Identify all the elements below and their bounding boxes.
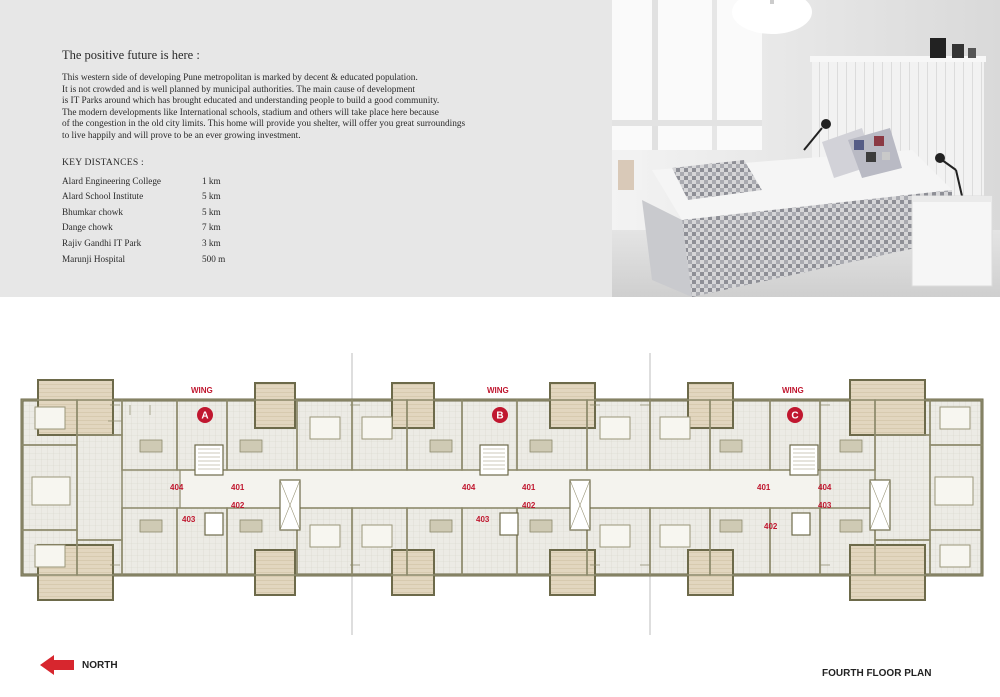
- unit-number: 402: [231, 501, 245, 510]
- intro-line: of the congestion in the old city limits. This home will provide you shelter, will offer you great surroundings: [62, 119, 466, 130]
- distance-place: Alard School Institute: [62, 191, 144, 202]
- distance-place: Alard Engineering College: [62, 175, 161, 186]
- distance-value: 500 m: [202, 253, 226, 264]
- distance-value: 5 km: [202, 206, 221, 217]
- bedroom-photo: [612, 0, 1000, 297]
- intro-line: This western side of developing Pune metropolitan is marked by decent & educated population.: [62, 73, 418, 83]
- distance-row: [62, 252, 602, 268]
- distance-place: Dange chowk: [62, 222, 113, 233]
- intro-heading: The positive future is here :: [62, 48, 200, 62]
- key-distances-title: KEY DISTANCES :: [62, 156, 144, 168]
- wing-label: WING: [782, 386, 804, 395]
- intro-line: It is not crowded and is well planned by municipal authorities. The main cause of development: [62, 84, 416, 95]
- distance-value: 5 km: [202, 191, 221, 202]
- distance-row: [62, 236, 602, 252]
- unit-number: 404: [818, 483, 832, 492]
- unit-number: 401: [522, 483, 536, 492]
- distance-value: 1 km: [202, 175, 221, 186]
- floor-plan-title: FOURTH FLOOR PLAN: [822, 668, 932, 679]
- distance-place: Marunji Hospital: [62, 253, 126, 264]
- distance-row: [62, 189, 602, 205]
- distance-row: [62, 220, 602, 236]
- intro-line: to live happily and will prove to be an ever growing investment.: [62, 130, 301, 141]
- unit-number: 402: [522, 501, 536, 510]
- intro-line: is IT Parks around which has brought educated and understanding people to build a good community.: [62, 96, 440, 107]
- distance-row: [62, 174, 602, 190]
- intro-line: The modern developments like International schools, stadium and others will take place here because: [62, 107, 439, 118]
- floor-plan: [0, 345, 1000, 635]
- arrow-left-icon: [40, 655, 74, 675]
- unit-number: 401: [757, 483, 771, 492]
- corridor: [180, 470, 820, 508]
- distance-place: Bhumkar chowk: [62, 206, 123, 217]
- north-label: NORTH: [82, 659, 118, 671]
- unit-number: 404: [462, 483, 476, 492]
- north-indicator: [40, 655, 118, 675]
- unit-number: 402: [764, 522, 778, 531]
- intro-text-column: [62, 48, 602, 267]
- intro-panel: [0, 0, 1000, 297]
- wing-letter: A: [201, 410, 209, 422]
- unit-number: 403: [818, 501, 832, 510]
- unit-number: 403: [182, 515, 196, 524]
- wing-letter: C: [791, 410, 799, 422]
- wing-label: WING: [191, 386, 213, 395]
- wing-letter: B: [496, 410, 504, 422]
- distance-value: 7 km: [202, 222, 221, 233]
- wing-label: WING: [487, 386, 509, 395]
- distance-row: [62, 205, 602, 221]
- distance-place: Rajiv Gandhi IT Park: [62, 237, 142, 248]
- unit-number: 403: [476, 515, 490, 524]
- unit-number: 401: [231, 483, 245, 492]
- distance-value: 3 km: [202, 237, 221, 248]
- unit-number: 404: [170, 483, 184, 492]
